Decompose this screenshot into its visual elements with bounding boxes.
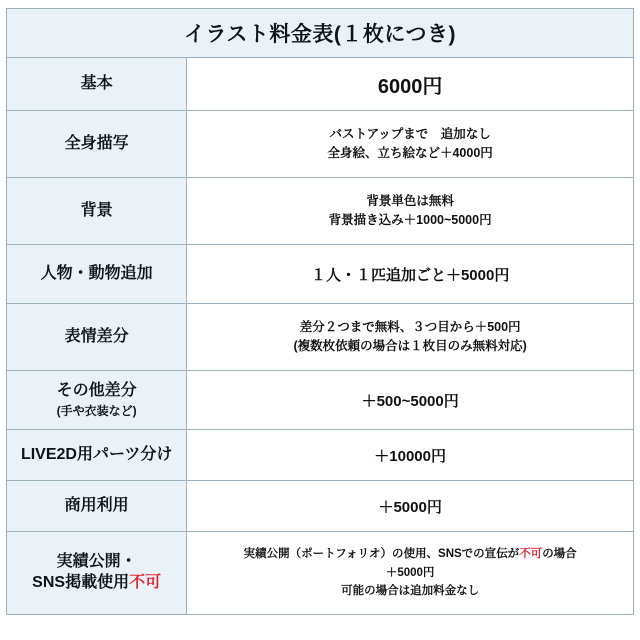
row-label-line1: 実績公開・: [56, 553, 137, 571]
value-line: 背景描き込み＋1000~5000円: [328, 213, 492, 227]
table-row: [7, 245, 634, 304]
table-row: [7, 111, 634, 178]
table-row: [7, 304, 634, 371]
row-value-basic: [187, 58, 634, 111]
row-label-character-add: 人物・動物追加: [7, 245, 187, 304]
row-label-text: その他差分: [56, 381, 137, 399]
value-line: 全身絵、立ち絵など＋4000円: [327, 146, 493, 160]
value-line: １人・１匹追加ごと＋5000円: [310, 266, 510, 284]
row-label-background: 背景: [7, 178, 187, 245]
row-label-subtext: (手や衣装など): [56, 403, 137, 418]
table-row: [7, 178, 634, 245]
value-line: ＋5000円: [378, 498, 442, 516]
value-line: ＋500~5000円: [361, 392, 459, 410]
row-value-expression: [187, 304, 634, 371]
row-value-background: [187, 178, 634, 245]
table-row: [7, 371, 634, 430]
value-line: 可能の場合は追加料金なし: [341, 585, 480, 598]
row-label-line2-emphasis: 不可: [129, 574, 162, 591]
row-label-live2d: LIVE2D用パーツ分け: [7, 430, 187, 481]
table-row: [7, 481, 634, 532]
table-row-title: [7, 9, 634, 58]
row-label-other-diff: [7, 371, 187, 430]
table-row: [7, 58, 634, 111]
value-line-emphasis: 不可: [519, 548, 543, 561]
table-row: [7, 532, 634, 615]
table-row: [7, 430, 634, 481]
row-value-portfolio: [187, 532, 634, 615]
row-value-live2d: [187, 430, 634, 481]
value-line: 6000円: [377, 75, 443, 98]
value-line: [191, 545, 629, 563]
value-line-post: の場合: [542, 548, 577, 561]
value-line: 差分２つまで無料、３つ目から＋500円: [299, 319, 521, 334]
row-value-character-add: [187, 245, 634, 304]
row-value-fullbody: [187, 111, 634, 178]
row-label-portfolio: [7, 532, 187, 615]
value-line: (複数枚依頼の場合は１枚目のみ無料対応): [293, 339, 527, 353]
page-title: イラスト料金表(１枚につき): [7, 9, 634, 58]
row-label-expression: 表情差分: [7, 304, 187, 371]
value-line: ＋5000円: [385, 566, 435, 579]
value-line: 背景単色は無料: [366, 193, 454, 208]
price-table: [6, 8, 634, 615]
row-label-line2-pre: SNS掲載使用: [32, 574, 130, 591]
row-value-commercial: [187, 481, 634, 532]
row-label-commercial: 商用利用: [7, 481, 187, 532]
row-label-basic: 基本: [7, 58, 187, 111]
value-line: バストアップまで 追加なし: [329, 126, 491, 141]
value-line-pre: 実績公開（ポートフォリオ）の使用、SNSでの宣伝が: [243, 548, 520, 561]
row-label-fullbody: 全身描写: [7, 111, 187, 178]
row-value-other-diff: [187, 371, 634, 430]
value-line: ＋10000円: [374, 447, 446, 465]
